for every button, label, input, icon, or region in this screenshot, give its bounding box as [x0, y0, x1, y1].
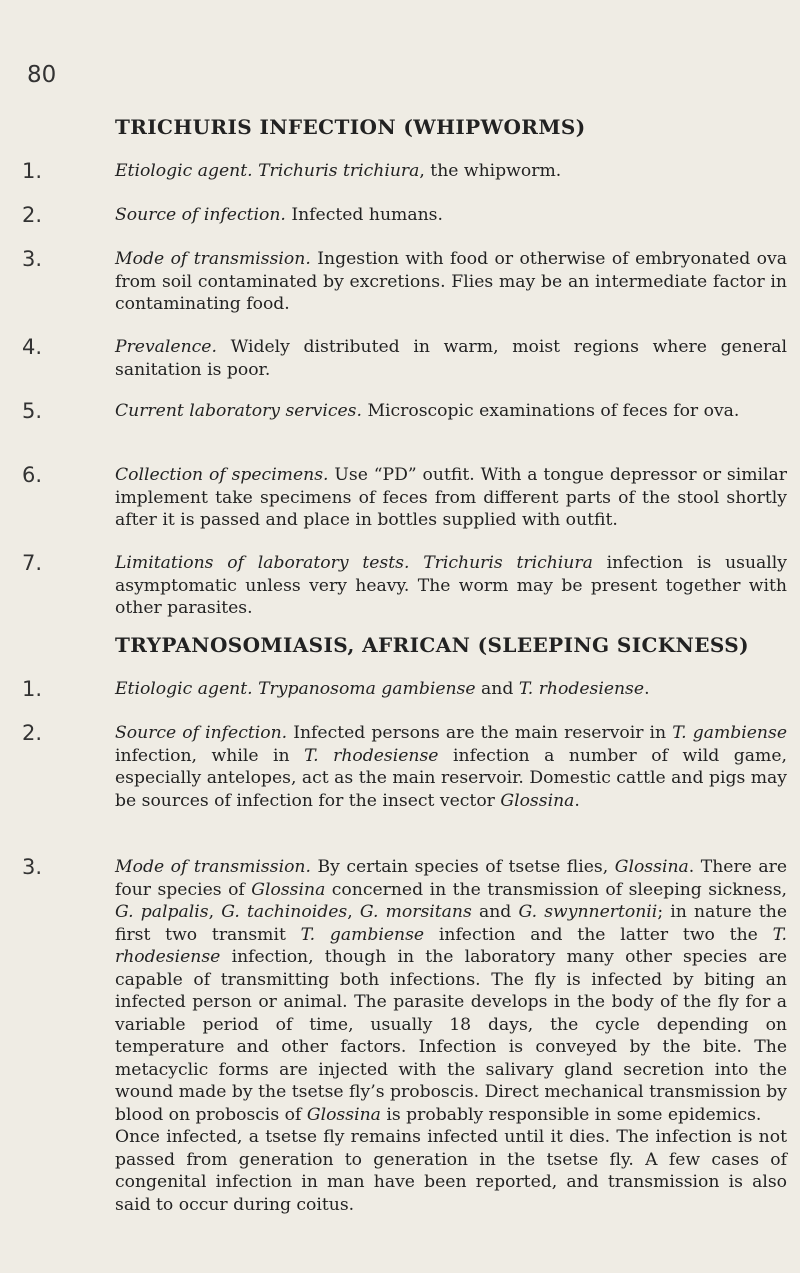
item-text: Trypanosoma gambiense and T. rhodesiense. — [258, 679, 650, 699]
item-text-continuation: Once infected, a tsetse fly remains infected until it dies. The infection is not passed from generation to generation in the tsetse fly. A few cases of congenital infection in man have been reported, and transmission is also said to occur during coitus. — [115, 1127, 787, 1215]
item-label: Etiologic agent. — [115, 161, 253, 181]
item-number: 4. — [22, 335, 43, 359]
item-number: 1. — [22, 159, 43, 183]
item-text: By certain species of tsetse flies, Glossina. There are four species of Glossina concerned in the transmission of sleeping sickness, G. palpalis, G. tachinoides, G. morsitans and G. swynnertonii; in nature the first two transmit T. gambiense infection and the latter two the T. rhodesiense infection, though in the laboratory many other species are capable of transmitting both infections. The fly is infected by biting an infected person or animal. The parasite develops in the body of the fly for a variable period of time, usually 18 days, the cycle depending on temperature and other factors. Infection is conveyed by the bite. The metacyclic forms are injected with the salivary gland secretion into the wound made by the tsetse fly’s proboscis. Direct mechanical transmission by blood on proboscis of Glossina is probably responsible in some epidemics. — [115, 857, 787, 1125]
item-text: Trichuris trichiura infection is usually asymptomatic unless very heavy. The worm may be present together with other parasites. — [115, 553, 787, 618]
section-heading-trichuris: TRICHURIS INFECTION (WHIPWORMS) — [115, 115, 586, 139]
item-number: 5. — [22, 399, 43, 423]
item-body — [115, 678, 787, 701]
item-label: Source of infection. — [115, 205, 286, 225]
list-item — [22, 464, 787, 532]
item-label: Mode of transmission. — [115, 249, 311, 269]
item-label: Mode of transmission. — [115, 857, 311, 877]
list-item — [22, 552, 787, 620]
item-number: 7. — [22, 551, 43, 575]
section-heading-trypanosomiasis: TRYPANOSOMIASIS, AFRICAN (SLEEPING SICKNESS) — [115, 633, 749, 657]
list-item — [22, 722, 787, 812]
list-item — [22, 336, 787, 381]
item-number: 2. — [22, 203, 43, 227]
item-label: Prevalence. — [115, 337, 217, 357]
item-body — [115, 552, 787, 620]
page-number: 80 — [27, 62, 57, 88]
list-item — [22, 248, 787, 316]
item-number: 6. — [22, 463, 43, 487]
item-label: Etiologic agent. — [115, 679, 253, 699]
item-text: Infected persons are the main reservoir in T. gambiense infection, while in T. rhodesiense infection a number of wild game, especially antelopes, act as the main reservoir. Domestic cattle and pigs may be sources of infection for the insect vector Glossina. — [115, 723, 787, 811]
item-number: 3. — [22, 855, 43, 879]
list-item — [22, 856, 787, 1216]
item-label: Collection of specimens. — [115, 465, 329, 485]
item-label: Limitations of laboratory tests. — [115, 553, 410, 573]
item-text: Ingestion with food or otherwise of embryonated ova from soil contaminated by excretions. Flies may be an intermediate factor in contaminating food. — [115, 249, 787, 314]
item-body — [115, 464, 787, 532]
item-body — [115, 722, 787, 812]
item-text: Microscopic examinations of feces for ova. — [367, 401, 740, 421]
item-number: 1. — [22, 677, 43, 701]
item-body — [115, 400, 787, 423]
item-body — [115, 248, 787, 316]
item-text: Use “PD” outfit. With a tongue depressor or similar implement take specimens of feces from different parts of the stool shortly after it is passed and place in bottles supplied with outfit. — [115, 465, 787, 530]
item-text: Infected humans. — [291, 205, 443, 225]
item-number: 3. — [22, 247, 43, 271]
item-label: Current laboratory services. — [115, 401, 362, 421]
item-body — [115, 160, 787, 183]
item-body — [115, 204, 787, 227]
item-text: Widely distributed in warm, moist regions where general sanitation is poor. — [115, 337, 788, 380]
item-text: Trichuris trichiura, the whipworm. — [258, 161, 562, 181]
item-number: 2. — [22, 721, 43, 745]
item-body — [115, 336, 787, 381]
item-body — [115, 856, 787, 1216]
list-item — [22, 400, 787, 423]
list-item — [22, 204, 787, 227]
list-item — [22, 160, 787, 183]
item-label: Source of infection. — [115, 723, 288, 743]
list-item — [22, 678, 787, 701]
